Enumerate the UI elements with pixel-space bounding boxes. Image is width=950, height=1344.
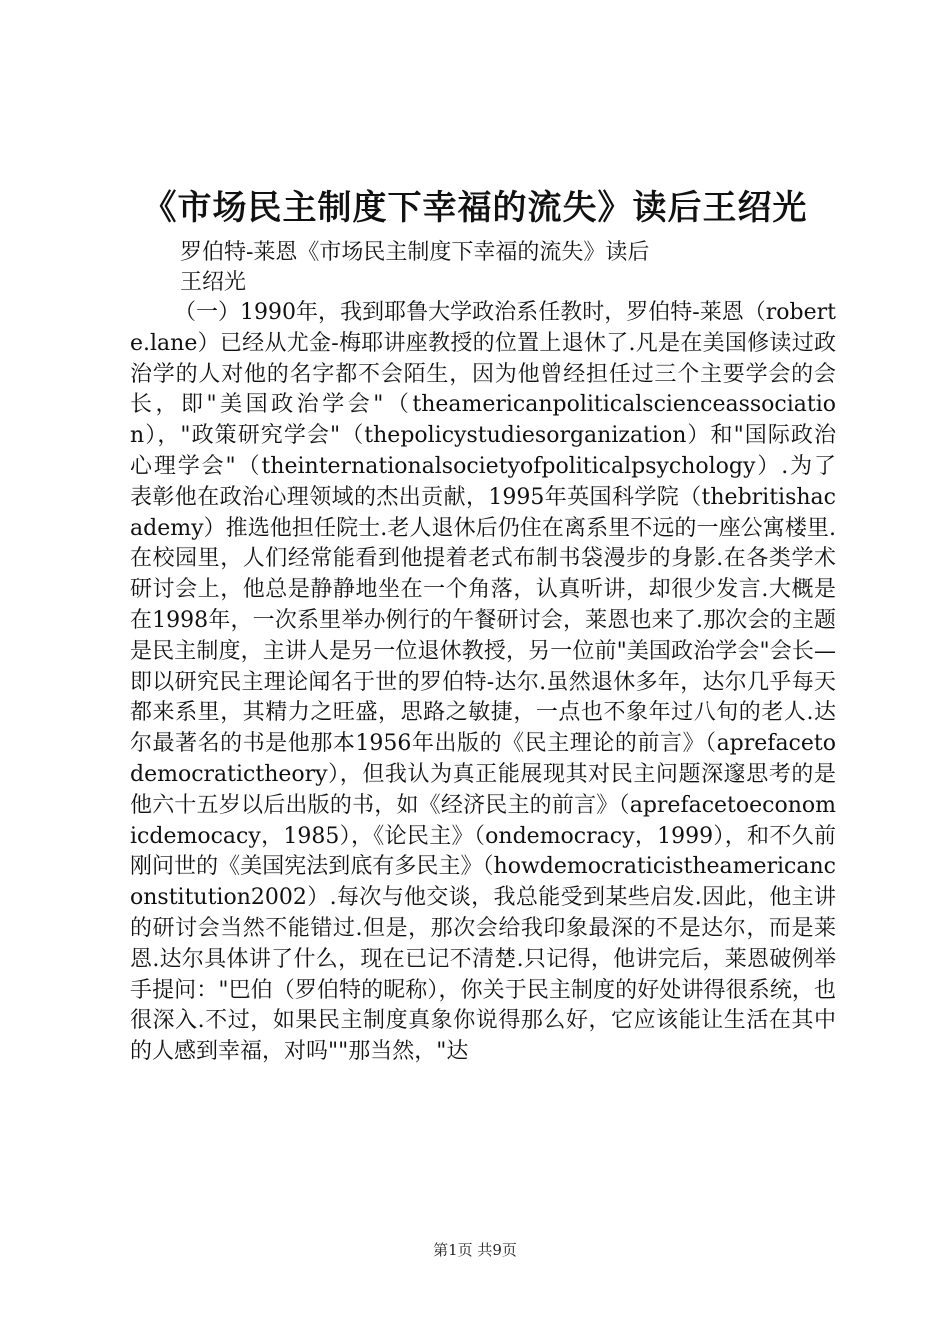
body-paragraph: （一）1990年，我到耶鲁大学政治系任教时，罗伯特-莱恩（roberte.lane）已经从尤金-梅耶讲座教授的位置上退休了.凡是在美国修读过政治学的人对他的名字都不会陌生，因为他曾经担任过三个主要学会的会长，即"美国政治学会"（theamericanpoliticalscienceassociation），"政策研究学会"（thepolicystudiesorganization）和"国际政治心理学会"（theinternationalsocietyofpoliticalpsychology）.为了表彰他在政治心理领域的杰出贡献，1995年英国科学院（thebritishacademy）推选他担任院士.老人退休后仍住在离系里不远的一座公寓楼里.在校园里，人们经常能看到他提着老式布制书袋漫步的身影.在各类学术研讨会上，他总是静静地坐在一个角落，认真听讲，却很少发言.大概是在1998年，一次系里举办例行的午餐研讨会，莱恩也来了.那次会的主题是民主制度，主讲人是另一位退休教授，另一位前"美国政治学会"会长—即以研究民主理论闻名于世的罗伯特-达尔.虽然退休多年，达尔几乎每天都来系里，其精力之旺盛，思路之敏捷，一点也不象年过八旬的老人.达尔最著名的书是他那本1956年出版的《民主理论的前言》（aprefacetodemocratictheory），但我认为真正能展现其对民主问题深邃思考的是他六十五岁以后出版的书，如《经济民主的前言》（aprefacetoeconomicdemocacy，1985），《论民主》（ondemocracy，1999），和不久前刚问世的《美国宪法到底有多民主》（howdemocraticistheamericanconstitution2002）.每次与他交谈，我总能受到某些启发.因此，他主讲的研讨会当然不能错过.但是，那次会给我印象最深的不是达尔，而是莱恩.达尔具体讲了什么，现在已记不清楚.只记得，他讲完后，莱恩破例举手提问："巴伯（罗伯特的昵称），你关于民主制度的好处讲得很系统，也很深入.不过，如果民主制度真象你说得那么好，它应该能让生活在其中的人感到幸福，对吗""那当然，"达 (130, 300, 836, 1065)
document-subtitle: 罗伯特-莱恩《市场民主制度下幸福的流失》读后 (180, 240, 650, 265)
page-number-footer: 第1页 共9页 (433, 1241, 517, 1259)
document-author: 王绍光 (180, 270, 247, 295)
document-title: 《市场民主制度下幸福的流失》读后王绍光 (142, 188, 808, 228)
